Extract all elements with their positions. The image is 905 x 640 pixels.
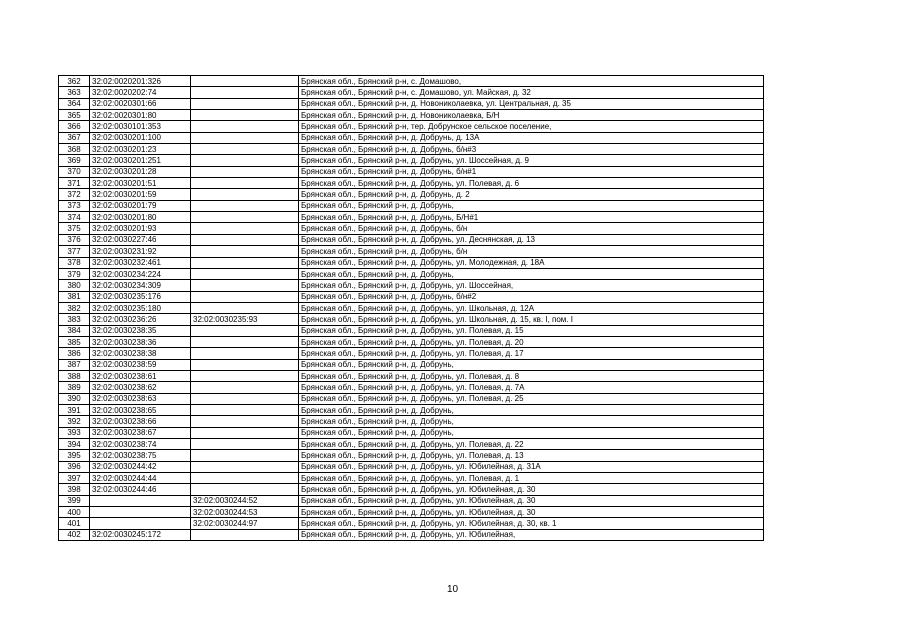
row-number-cell: 381 [59,291,90,302]
cadastral-number-cell: 32:02:0030238:38 [90,348,191,359]
address-cell: Брянская обл., Брянский р-н, д. Новониколаевка, ул. Центральная, д. 35 [299,98,764,109]
cadastral-number-cell: 32:02:0030201:51 [90,178,191,189]
cadastral-number-cell [90,507,191,518]
table-row [59,416,764,427]
related-cadastral-number-cell [191,178,299,189]
table-row [59,518,764,529]
address-cell: Брянская обл., Брянский р-н, д. Добрунь, [299,200,764,211]
address-cell: Брянская обл., Брянский р-н, д. Добрунь, ул. Юбилейная, д. 30 [299,495,764,506]
row-number-cell: 371 [59,178,90,189]
address-cell: Брянская обл., Брянский р-н, д. Добрунь, ул. Молодежная, д. 18А [299,257,764,268]
table-row [59,200,764,211]
address-cell: Брянская обл., Брянский р-н, д. Добрунь, б/н#2 [299,291,764,302]
row-number-cell: 382 [59,302,90,313]
address-cell: Брянская обл., Брянский р-н, тер. Добрунское сельское поселение, [299,121,764,132]
property-register-table [58,75,764,541]
table-row [59,382,764,393]
row-number-cell: 376 [59,234,90,245]
row-number-cell: 392 [59,416,90,427]
table-row [59,166,764,177]
address-cell: Брянская обл., Брянский р-н, д. Добрунь, ул. Деснянская, д. 13 [299,234,764,245]
table-row [59,132,764,143]
related-cadastral-number-cell [191,325,299,336]
row-number-cell: 386 [59,348,90,359]
table-row [59,268,764,279]
related-cadastral-number-cell [191,132,299,143]
cadastral-number-cell: 32:02:0030238:67 [90,427,191,438]
table-row [59,189,764,200]
related-cadastral-number-cell [191,370,299,381]
address-cell: Брянская обл., Брянский р-н, д. Добрунь, ул. Полевая, д. 25 [299,393,764,404]
related-cadastral-number-cell [191,382,299,393]
row-number-cell: 374 [59,212,90,223]
row-number-cell: 375 [59,223,90,234]
cadastral-number-cell: 32:02:0030201:251 [90,155,191,166]
address-cell: Брянская обл., Брянский р-н, д. Добрунь, д. 13А [299,132,764,143]
table-row [59,87,764,98]
row-number-cell: 402 [59,529,90,540]
address-cell: Брянская обл., Брянский р-н, с. Домашово, [299,76,764,87]
row-number-cell: 370 [59,166,90,177]
address-cell: Брянская обл., Брянский р-н, д. Добрунь, ул. Школьная, д. 15, кв. I, пом. I [299,314,764,325]
address-cell: Брянская обл., Брянский р-н, д. Добрунь, [299,359,764,370]
address-cell: Брянская обл., Брянский р-н, д. Добрунь, б/н [299,223,764,234]
related-cadastral-number-cell [191,234,299,245]
row-number-cell: 368 [59,144,90,155]
table-row [59,155,764,166]
cadastral-number-cell: 32:02:0030244:44 [90,473,191,484]
table-row [59,314,764,325]
related-cadastral-number-cell [191,257,299,268]
address-cell: Брянская обл., Брянский р-н, д. Добрунь, ул. Полевая, д. 13 [299,450,764,461]
cadastral-number-cell: 32:02:0030101:353 [90,121,191,132]
address-cell: Брянская обл., Брянский р-н, д. Добрунь, [299,268,764,279]
cadastral-number-cell: 32:02:0030238:75 [90,450,191,461]
address-cell: Брянская обл., Брянский р-н, д. Добрунь, б/н#3 [299,144,764,155]
table-row [59,336,764,347]
row-number-cell: 365 [59,110,90,121]
row-number-cell: 385 [59,336,90,347]
related-cadastral-number-cell [191,302,299,313]
table-row [59,257,764,268]
cadastral-number-cell: 32:02:0030201:79 [90,200,191,211]
cadastral-number-cell: 32:02:0030238:62 [90,382,191,393]
address-cell: Брянская обл., Брянский р-н, д. Добрунь, ул. Школьная, д. 12А [299,302,764,313]
row-number-cell: 367 [59,132,90,143]
cadastral-number-cell: 32:02:0030201:28 [90,166,191,177]
related-cadastral-number-cell: 32:02:0030244:52 [191,495,299,506]
cadastral-number-cell: 32:02:0030238:59 [90,359,191,370]
cadastral-number-cell: 32:02:0030235:176 [90,291,191,302]
page-number: 10 [446,584,459,595]
cadastral-number-cell: 32:02:0020202:74 [90,87,191,98]
row-number-cell: 387 [59,359,90,370]
table-body [59,76,764,541]
related-cadastral-number-cell [191,291,299,302]
address-cell: Брянская обл., Брянский р-н, д. Добрунь, [299,404,764,415]
table-row [59,325,764,336]
table-row [59,507,764,518]
table-row [59,234,764,245]
related-cadastral-number-cell [191,348,299,359]
address-cell: Брянская обл., Брянский р-н, д. Добрунь, ул. Полевая, д. 17 [299,348,764,359]
cadastral-number-cell: 32:02:0030201:80 [90,212,191,223]
table-row [59,427,764,438]
related-cadastral-number-cell [191,223,299,234]
row-number-cell: 397 [59,473,90,484]
related-cadastral-number-cell [191,76,299,87]
related-cadastral-number-cell [191,473,299,484]
related-cadastral-number-cell [191,166,299,177]
related-cadastral-number-cell [191,404,299,415]
row-number-cell: 373 [59,200,90,211]
related-cadastral-number-cell [191,144,299,155]
related-cadastral-number-cell [191,484,299,495]
related-cadastral-number-cell [191,450,299,461]
row-number-cell: 390 [59,393,90,404]
address-cell: Брянская обл., Брянский р-н, д. Добрунь, [299,416,764,427]
row-number-cell: 394 [59,439,90,450]
row-number-cell: 395 [59,450,90,461]
cadastral-number-cell: 32:02:0030238:65 [90,404,191,415]
address-cell: Брянская обл., Брянский р-н, д. Добрунь, ул. Юбилейная, д. 30 [299,507,764,518]
row-number-cell: 401 [59,518,90,529]
related-cadastral-number-cell [191,212,299,223]
address-cell: Брянская обл., Брянский р-н, д. Добрунь, ул. Шоссейная, д. 9 [299,155,764,166]
table-row [59,144,764,155]
table-row [59,302,764,313]
table-row [59,121,764,132]
address-cell: Брянская обл., Брянский р-н, д. Добрунь, ул. Полевая, д. 22 [299,439,764,450]
related-cadastral-number-cell: 32:02:0030244:53 [191,507,299,518]
row-number-cell: 366 [59,121,90,132]
row-number-cell: 400 [59,507,90,518]
address-cell: Брянская обл., Брянский р-н, д. Добрунь, ул. Полевая, д. 6 [299,178,764,189]
row-number-cell: 379 [59,268,90,279]
related-cadastral-number-cell [191,121,299,132]
related-cadastral-number-cell [191,246,299,257]
table-row [59,370,764,381]
row-number-cell: 380 [59,280,90,291]
cadastral-number-cell: 32:02:0030245:172 [90,529,191,540]
cadastral-number-cell: 32:02:0030238:66 [90,416,191,427]
cadastral-number-cell [90,495,191,506]
address-cell: Брянская обл., Брянский р-н, д. Добрунь, ул. Полевая, д. 15 [299,325,764,336]
table-row [59,98,764,109]
cadastral-number-cell [90,518,191,529]
related-cadastral-number-cell [191,268,299,279]
address-cell: Брянская обл., Брянский р-н, д. Добрунь, [299,427,764,438]
related-cadastral-number-cell [191,427,299,438]
address-cell: Брянская обл., Брянский р-н, д. Добрунь, ул. Юбилейная, д. 30 [299,484,764,495]
row-number-cell: 389 [59,382,90,393]
table-row [59,529,764,540]
cadastral-number-cell: 32:02:0020201:326 [90,76,191,87]
table-row [59,178,764,189]
related-cadastral-number-cell [191,461,299,472]
row-number-cell: 393 [59,427,90,438]
cadastral-number-cell: 32:02:0030238:74 [90,439,191,450]
related-cadastral-number-cell [191,110,299,121]
cadastral-number-cell: 32:02:0030201:100 [90,132,191,143]
related-cadastral-number-cell [191,336,299,347]
row-number-cell: 396 [59,461,90,472]
cadastral-number-cell: 32:02:0030232:461 [90,257,191,268]
table-row [59,212,764,223]
address-cell: Брянская обл., Брянский р-н, д. Добрунь, б/н#1 [299,166,764,177]
table-row [59,495,764,506]
related-cadastral-number-cell [191,393,299,404]
cadastral-number-cell: 32:02:0030244:46 [90,484,191,495]
row-number-cell: 369 [59,155,90,166]
address-cell: Брянская обл., Брянский р-н, д. Добрунь, ул. Полевая, д. 8 [299,370,764,381]
table-row [59,110,764,121]
address-cell: Брянская обл., Брянский р-н, с. Домашово, ул. Майская, д. 32 [299,87,764,98]
address-cell: Брянская обл., Брянский р-н, д. Добрунь, б/н [299,246,764,257]
row-number-cell: 384 [59,325,90,336]
related-cadastral-number-cell: 32:02:0030235:93 [191,314,299,325]
table-row [59,404,764,415]
table-row [59,280,764,291]
address-cell: Брянская обл., Брянский р-н, д. Новониколаевка, Б/Н [299,110,764,121]
address-cell: Брянская обл., Брянский р-н, д. Добрунь, д. 2 [299,189,764,200]
cadastral-number-cell: 32:02:0030244:42 [90,461,191,472]
cadastral-number-cell: 32:02:0030234:224 [90,268,191,279]
related-cadastral-number-cell [191,529,299,540]
related-cadastral-number-cell [191,87,299,98]
address-cell: Брянская обл., Брянский р-н, д. Добрунь, ул. Юбилейная, [299,529,764,540]
cadastral-number-cell: 32:02:0020301:80 [90,110,191,121]
address-cell: Брянская обл., Брянский р-н, д. Добрунь, Б/Н#1 [299,212,764,223]
row-number-cell: 362 [59,76,90,87]
table-row [59,348,764,359]
address-cell: Брянская обл., Брянский р-н, д. Добрунь, ул. Юбилейная, д. 30, кв. 1 [299,518,764,529]
table-row [59,76,764,87]
table-row [59,291,764,302]
related-cadastral-number-cell [191,155,299,166]
row-number-cell: 372 [59,189,90,200]
related-cadastral-number-cell [191,439,299,450]
table-row [59,246,764,257]
row-number-cell: 391 [59,404,90,415]
cadastral-number-cell: 32:02:0030227:46 [90,234,191,245]
related-cadastral-number-cell [191,359,299,370]
cadastral-number-cell: 32:02:0030201:93 [90,223,191,234]
row-number-cell: 383 [59,314,90,325]
cadastral-number-cell: 32:02:0030235:180 [90,302,191,313]
address-cell: Брянская обл., Брянский р-н, д. Добрунь, ул. Полевая, д. 1 [299,473,764,484]
row-number-cell: 363 [59,87,90,98]
related-cadastral-number-cell [191,416,299,427]
cadastral-number-cell: 32:02:0030201:23 [90,144,191,155]
table-row [59,461,764,472]
address-cell: Брянская обл., Брянский р-н, д. Добрунь, ул. Полевая, д. 7А [299,382,764,393]
table-row [59,473,764,484]
table-row [59,359,764,370]
row-number-cell: 364 [59,98,90,109]
cadastral-number-cell: 32:02:0030236:26 [90,314,191,325]
table-row [59,484,764,495]
row-number-cell: 377 [59,246,90,257]
cadastral-number-cell: 32:02:0030238:36 [90,336,191,347]
row-number-cell: 399 [59,495,90,506]
table-row [59,223,764,234]
cadastral-number-cell: 32:02:0030238:35 [90,325,191,336]
cadastral-number-cell: 32:02:0020301:66 [90,98,191,109]
row-number-cell: 378 [59,257,90,268]
address-cell: Брянская обл., Брянский р-н, д. Добрунь, ул. Полевая, д. 20 [299,336,764,347]
related-cadastral-number-cell [191,200,299,211]
related-cadastral-number-cell [191,98,299,109]
cadastral-number-cell: 32:02:0030238:61 [90,370,191,381]
related-cadastral-number-cell [191,280,299,291]
cadastral-number-cell: 32:02:0030234:309 [90,280,191,291]
cadastral-number-cell: 32:02:0030238:63 [90,393,191,404]
table-row [59,393,764,404]
related-cadastral-number-cell [191,189,299,200]
table-row [59,439,764,450]
address-cell: Брянская обл., Брянский р-н, д. Добрунь, ул. Юбилейная, д. 31А [299,461,764,472]
address-cell: Брянская обл., Брянский р-н, д. Добрунь, ул. Шоссейная, [299,280,764,291]
table-row [59,450,764,461]
row-number-cell: 398 [59,484,90,495]
cadastral-number-cell: 32:02:0030231:92 [90,246,191,257]
row-number-cell: 388 [59,370,90,381]
related-cadastral-number-cell: 32:02:0030244:97 [191,518,299,529]
cadastral-number-cell: 32:02:0030201:59 [90,189,191,200]
